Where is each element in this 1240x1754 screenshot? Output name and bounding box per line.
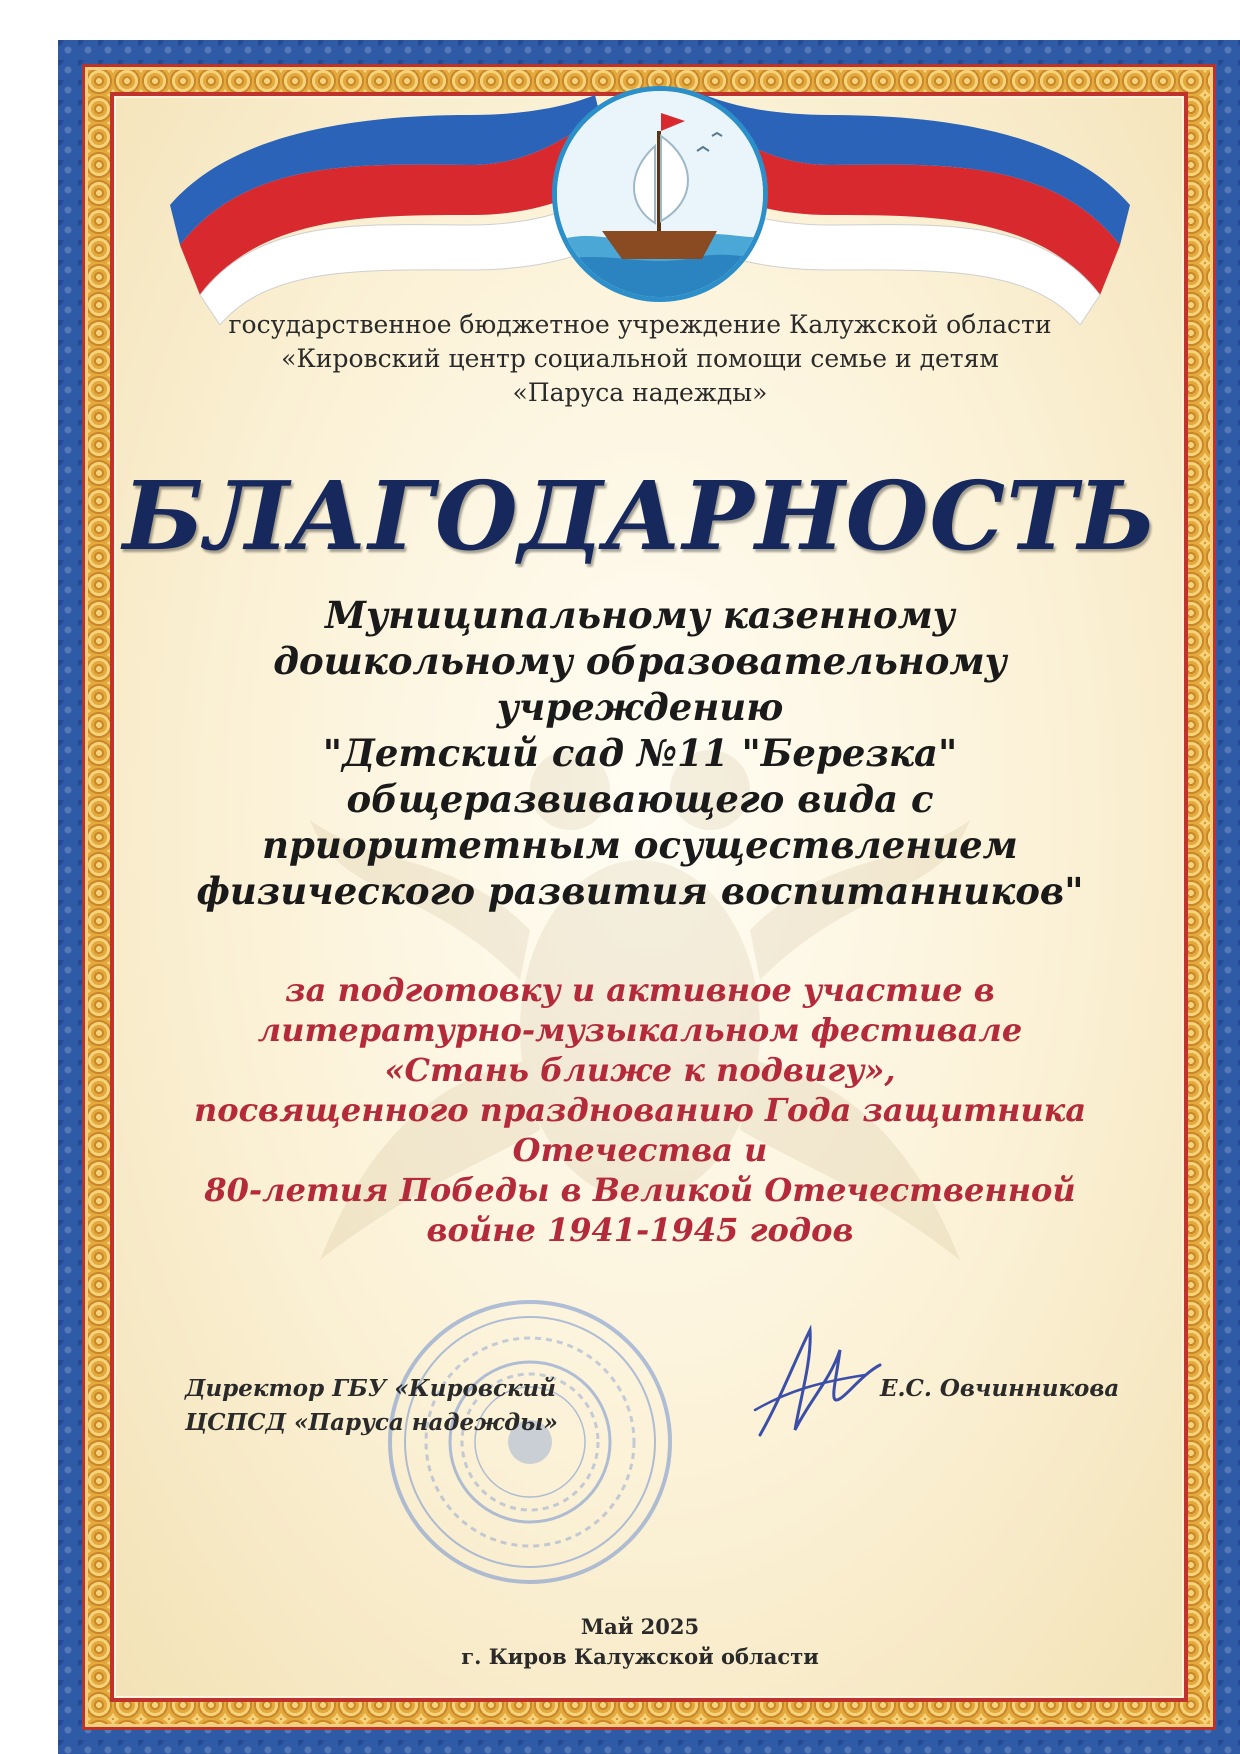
organization-header	[120, 308, 1160, 410]
reason-line: 80-летия Победы в Великой Отечественной	[204, 1171, 1076, 1209]
reason-line: литературно-музыкальном фестивале	[257, 1011, 1023, 1049]
reason-block	[150, 970, 1130, 1250]
reason-line: Отечества и	[512, 1131, 768, 1169]
director-position-line: ЦСПСД «Паруса надежды»	[185, 1409, 558, 1436]
recipient-line: физического развития воспитанников"	[196, 869, 1084, 913]
director-position	[185, 1372, 558, 1440]
handwritten-signature-icon	[740, 1320, 890, 1450]
sailing-ship-icon	[557, 91, 763, 297]
sailing-ship-logo	[552, 86, 768, 302]
reason-line: за подготовку и активное участие в	[285, 971, 995, 1009]
reason-line: «Стань ближе к подвигу»,	[384, 1051, 896, 1089]
issue-place: г. Киров Калужской области	[461, 1644, 819, 1669]
issue-date: Май 2025	[580, 1614, 700, 1639]
organization-line: «Кировский центр социальной помощи семье и детям	[281, 344, 999, 373]
recipient-block	[150, 592, 1130, 914]
certificate-title: БЛАГОДАРНОСТЬ	[122, 461, 1158, 572]
recipient-line: дошкольному образовательному	[273, 639, 1007, 683]
recipient-line: Муниципальному казенному	[325, 593, 955, 637]
organization-line: «Паруса надежды»	[512, 378, 768, 407]
footer	[120, 1612, 1160, 1672]
reason-line: войне 1941-1945 годов	[426, 1211, 854, 1249]
recipient-line: приоритетным осуществлением	[262, 823, 1018, 867]
director-name: Е.С. Овчинникова	[880, 1375, 1120, 1402]
official-seal-icon	[380, 1292, 680, 1592]
recipient-line: "Детский сад №11 "Березка"	[322, 731, 958, 775]
recipient-line: общеразвивающего вида с	[346, 777, 934, 821]
reason-line: посвященного празднованию Года защитника	[193, 1091, 1087, 1129]
director-position-line: Директор ГБУ «Кировский	[185, 1375, 556, 1402]
organization-line: государственное бюджетное учреждение Калужской области	[228, 310, 1052, 339]
recipient-line: учреждению	[496, 685, 784, 729]
